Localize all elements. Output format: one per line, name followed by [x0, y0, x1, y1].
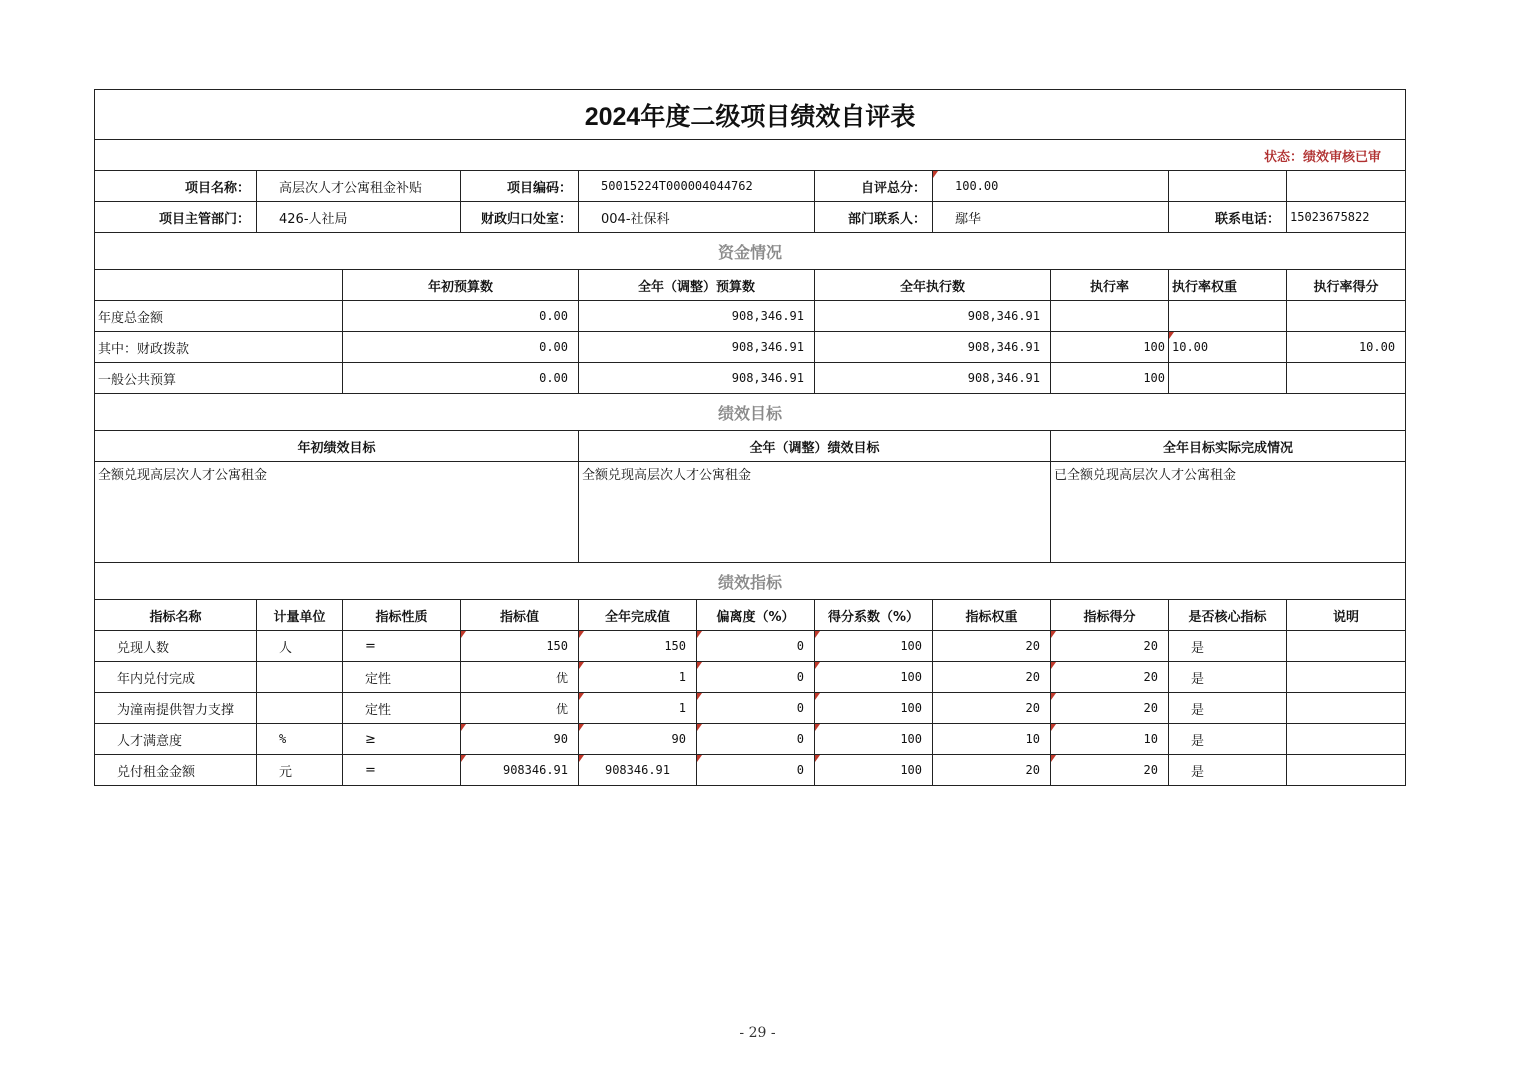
ind-header-weight: 指标权重	[933, 600, 1051, 631]
fund-executed: 908,346.91	[815, 332, 1051, 363]
ind-score: 10	[1051, 724, 1169, 755]
table-row	[95, 662, 1406, 693]
phone-value: 15023675822	[1287, 202, 1406, 233]
ind-note	[1287, 631, 1406, 662]
goal-header-actual: 全年目标实际完成情况	[1051, 431, 1406, 462]
ind-name: 兑现人数	[95, 631, 257, 662]
contact-value: 鄢华	[933, 202, 1169, 233]
ind-header-nature: 指标性质	[343, 600, 461, 631]
ind-actual: 90	[579, 724, 697, 755]
ind-core: 是	[1169, 631, 1287, 662]
funds-header-weight: 执行率权重	[1169, 270, 1287, 301]
ind-actual: 150	[579, 631, 697, 662]
ind-unit	[257, 662, 343, 693]
ind-score: 20	[1051, 662, 1169, 693]
ind-unit: 人	[257, 631, 343, 662]
ind-note	[1287, 662, 1406, 693]
ind-core: 是	[1169, 755, 1287, 786]
table-row	[95, 693, 1406, 724]
ind-coef: 100	[815, 755, 933, 786]
fund-weight: 10.00	[1169, 332, 1287, 363]
ind-coef: 100	[815, 693, 933, 724]
ind-header-actual: 全年完成值	[579, 600, 697, 631]
ind-weight: 20	[933, 662, 1051, 693]
ind-score: 20	[1051, 755, 1169, 786]
fund-adjusted: 908,346.91	[579, 301, 815, 332]
evaluation-sheet	[94, 89, 1405, 786]
ind-nature: =	[343, 631, 461, 662]
fund-rate	[1051, 301, 1169, 332]
ind-value: 150	[461, 631, 579, 662]
score-value: 100.00	[933, 171, 1169, 202]
goals-section-title: 绩效目标	[95, 394, 1406, 431]
ind-score: 20	[1051, 693, 1169, 724]
fund-adjusted: 908,346.91	[579, 363, 815, 394]
ind-weight: 20	[933, 755, 1051, 786]
ind-nature: 定性	[343, 693, 461, 724]
ind-coef: 100	[815, 724, 933, 755]
funds-header-rate: 执行率	[1051, 270, 1169, 301]
ind-value: 优	[461, 693, 579, 724]
ind-deviation: 0	[697, 755, 815, 786]
ind-value: 908346.91	[461, 755, 579, 786]
ind-actual: 908346.91	[579, 755, 697, 786]
fund-rate: 100	[1051, 332, 1169, 363]
ind-note	[1287, 693, 1406, 724]
project-code-value: 50015224T000004044762	[579, 171, 815, 202]
ind-header-name: 指标名称	[95, 600, 257, 631]
ind-name: 为潼南提供智力支撑	[95, 693, 257, 724]
fund-executed: 908,346.91	[815, 363, 1051, 394]
fund-rate: 100	[1051, 363, 1169, 394]
ind-actual: 1	[579, 693, 697, 724]
ind-header-score: 指标得分	[1051, 600, 1169, 631]
ind-deviation: 0	[697, 662, 815, 693]
project-name-label: 项目名称：	[95, 171, 257, 202]
blank-cell	[1287, 171, 1406, 202]
ind-header-value: 指标值	[461, 600, 579, 631]
ind-note	[1287, 724, 1406, 755]
fund-weight	[1169, 363, 1287, 394]
ind-deviation: 0	[697, 631, 815, 662]
goal-adjusted: 全额兑现高层次人才公寓租金	[579, 462, 1051, 563]
page-number: - 29 -	[739, 1025, 776, 1041]
table-row	[95, 301, 1406, 332]
ind-weight: 10	[933, 724, 1051, 755]
blank-cell	[1169, 171, 1287, 202]
funds-header-initial: 年初预算数	[343, 270, 579, 301]
fund-score	[1287, 363, 1406, 394]
goal-header-adjusted: 全年（调整）绩效目标	[579, 431, 1051, 462]
goal-initial: 全额兑现高层次人才公寓租金	[95, 462, 579, 563]
funds-header-executed: 全年执行数	[815, 270, 1051, 301]
fund-initial: 0.00	[343, 363, 579, 394]
status-badge: 状态：绩效审核已审	[95, 140, 1406, 171]
funds-header-score: 执行率得分	[1287, 270, 1406, 301]
ind-header-note: 说明	[1287, 600, 1406, 631]
ind-coef: 100	[815, 631, 933, 662]
dept-label: 项目主管部门：	[95, 202, 257, 233]
fund-score: 10.00	[1287, 332, 1406, 363]
ind-nature: =	[343, 755, 461, 786]
ind-actual: 1	[579, 662, 697, 693]
fund-name: 年度总金额	[95, 301, 343, 332]
funds-header-adjusted: 全年（调整）预算数	[579, 270, 815, 301]
ind-header-unit: 计量单位	[257, 600, 343, 631]
ind-nature: 定性	[343, 662, 461, 693]
table-row	[95, 631, 1406, 662]
fund-initial: 0.00	[343, 332, 579, 363]
finance-value: 004-社保科	[579, 202, 815, 233]
ind-name: 人才满意度	[95, 724, 257, 755]
dept-value: 426-人社局	[257, 202, 461, 233]
ind-header-coef: 得分系数（%）	[815, 600, 933, 631]
ind-note	[1287, 755, 1406, 786]
fund-executed: 908,346.91	[815, 301, 1051, 332]
ind-core: 是	[1169, 693, 1287, 724]
ind-weight: 20	[933, 693, 1051, 724]
evaluation-table	[94, 89, 1406, 786]
funds-header-blank	[95, 270, 343, 301]
ind-header-deviation: 偏离度（%）	[697, 600, 815, 631]
ind-header-core: 是否核心指标	[1169, 600, 1287, 631]
table-row	[95, 724, 1406, 755]
fund-adjusted: 908,346.91	[579, 332, 815, 363]
ind-unit	[257, 693, 343, 724]
fund-score	[1287, 301, 1406, 332]
ind-deviation: 0	[697, 724, 815, 755]
finance-label: 财政归口处室：	[461, 202, 579, 233]
fund-weight	[1169, 301, 1287, 332]
ind-deviation: 0	[697, 693, 815, 724]
ind-name: 年内兑付完成	[95, 662, 257, 693]
table-row	[95, 332, 1406, 363]
project-name-value: 高层次人才公寓租金补贴	[257, 171, 461, 202]
ind-nature: ≥	[343, 724, 461, 755]
table-row	[95, 363, 1406, 394]
phone-label: 联系电话：	[1169, 202, 1287, 233]
ind-value: 90	[461, 724, 579, 755]
ind-weight: 20	[933, 631, 1051, 662]
indicators-section-title: 绩效指标	[95, 563, 1406, 600]
ind-core: 是	[1169, 662, 1287, 693]
ind-unit: 元	[257, 755, 343, 786]
table-row	[95, 755, 1406, 786]
page-title: 2024年度二级项目绩效自评表	[95, 90, 1406, 140]
ind-name: 兑付租金金额	[95, 755, 257, 786]
ind-core: 是	[1169, 724, 1287, 755]
project-code-label: 项目编码：	[461, 171, 579, 202]
ind-value: 优	[461, 662, 579, 693]
ind-coef: 100	[815, 662, 933, 693]
ind-score: 20	[1051, 631, 1169, 662]
fund-name: 一般公共预算	[95, 363, 343, 394]
ind-unit: %	[257, 724, 343, 755]
fund-name: 其中：财政拨款	[95, 332, 343, 363]
fund-initial: 0.00	[343, 301, 579, 332]
funds-section-title: 资金情况	[95, 233, 1406, 270]
goal-header-initial: 年初绩效目标	[95, 431, 579, 462]
goal-actual: 已全额兑现高层次人才公寓租金	[1051, 462, 1406, 563]
contact-label: 部门联系人：	[815, 202, 933, 233]
score-label: 自评总分：	[815, 171, 933, 202]
